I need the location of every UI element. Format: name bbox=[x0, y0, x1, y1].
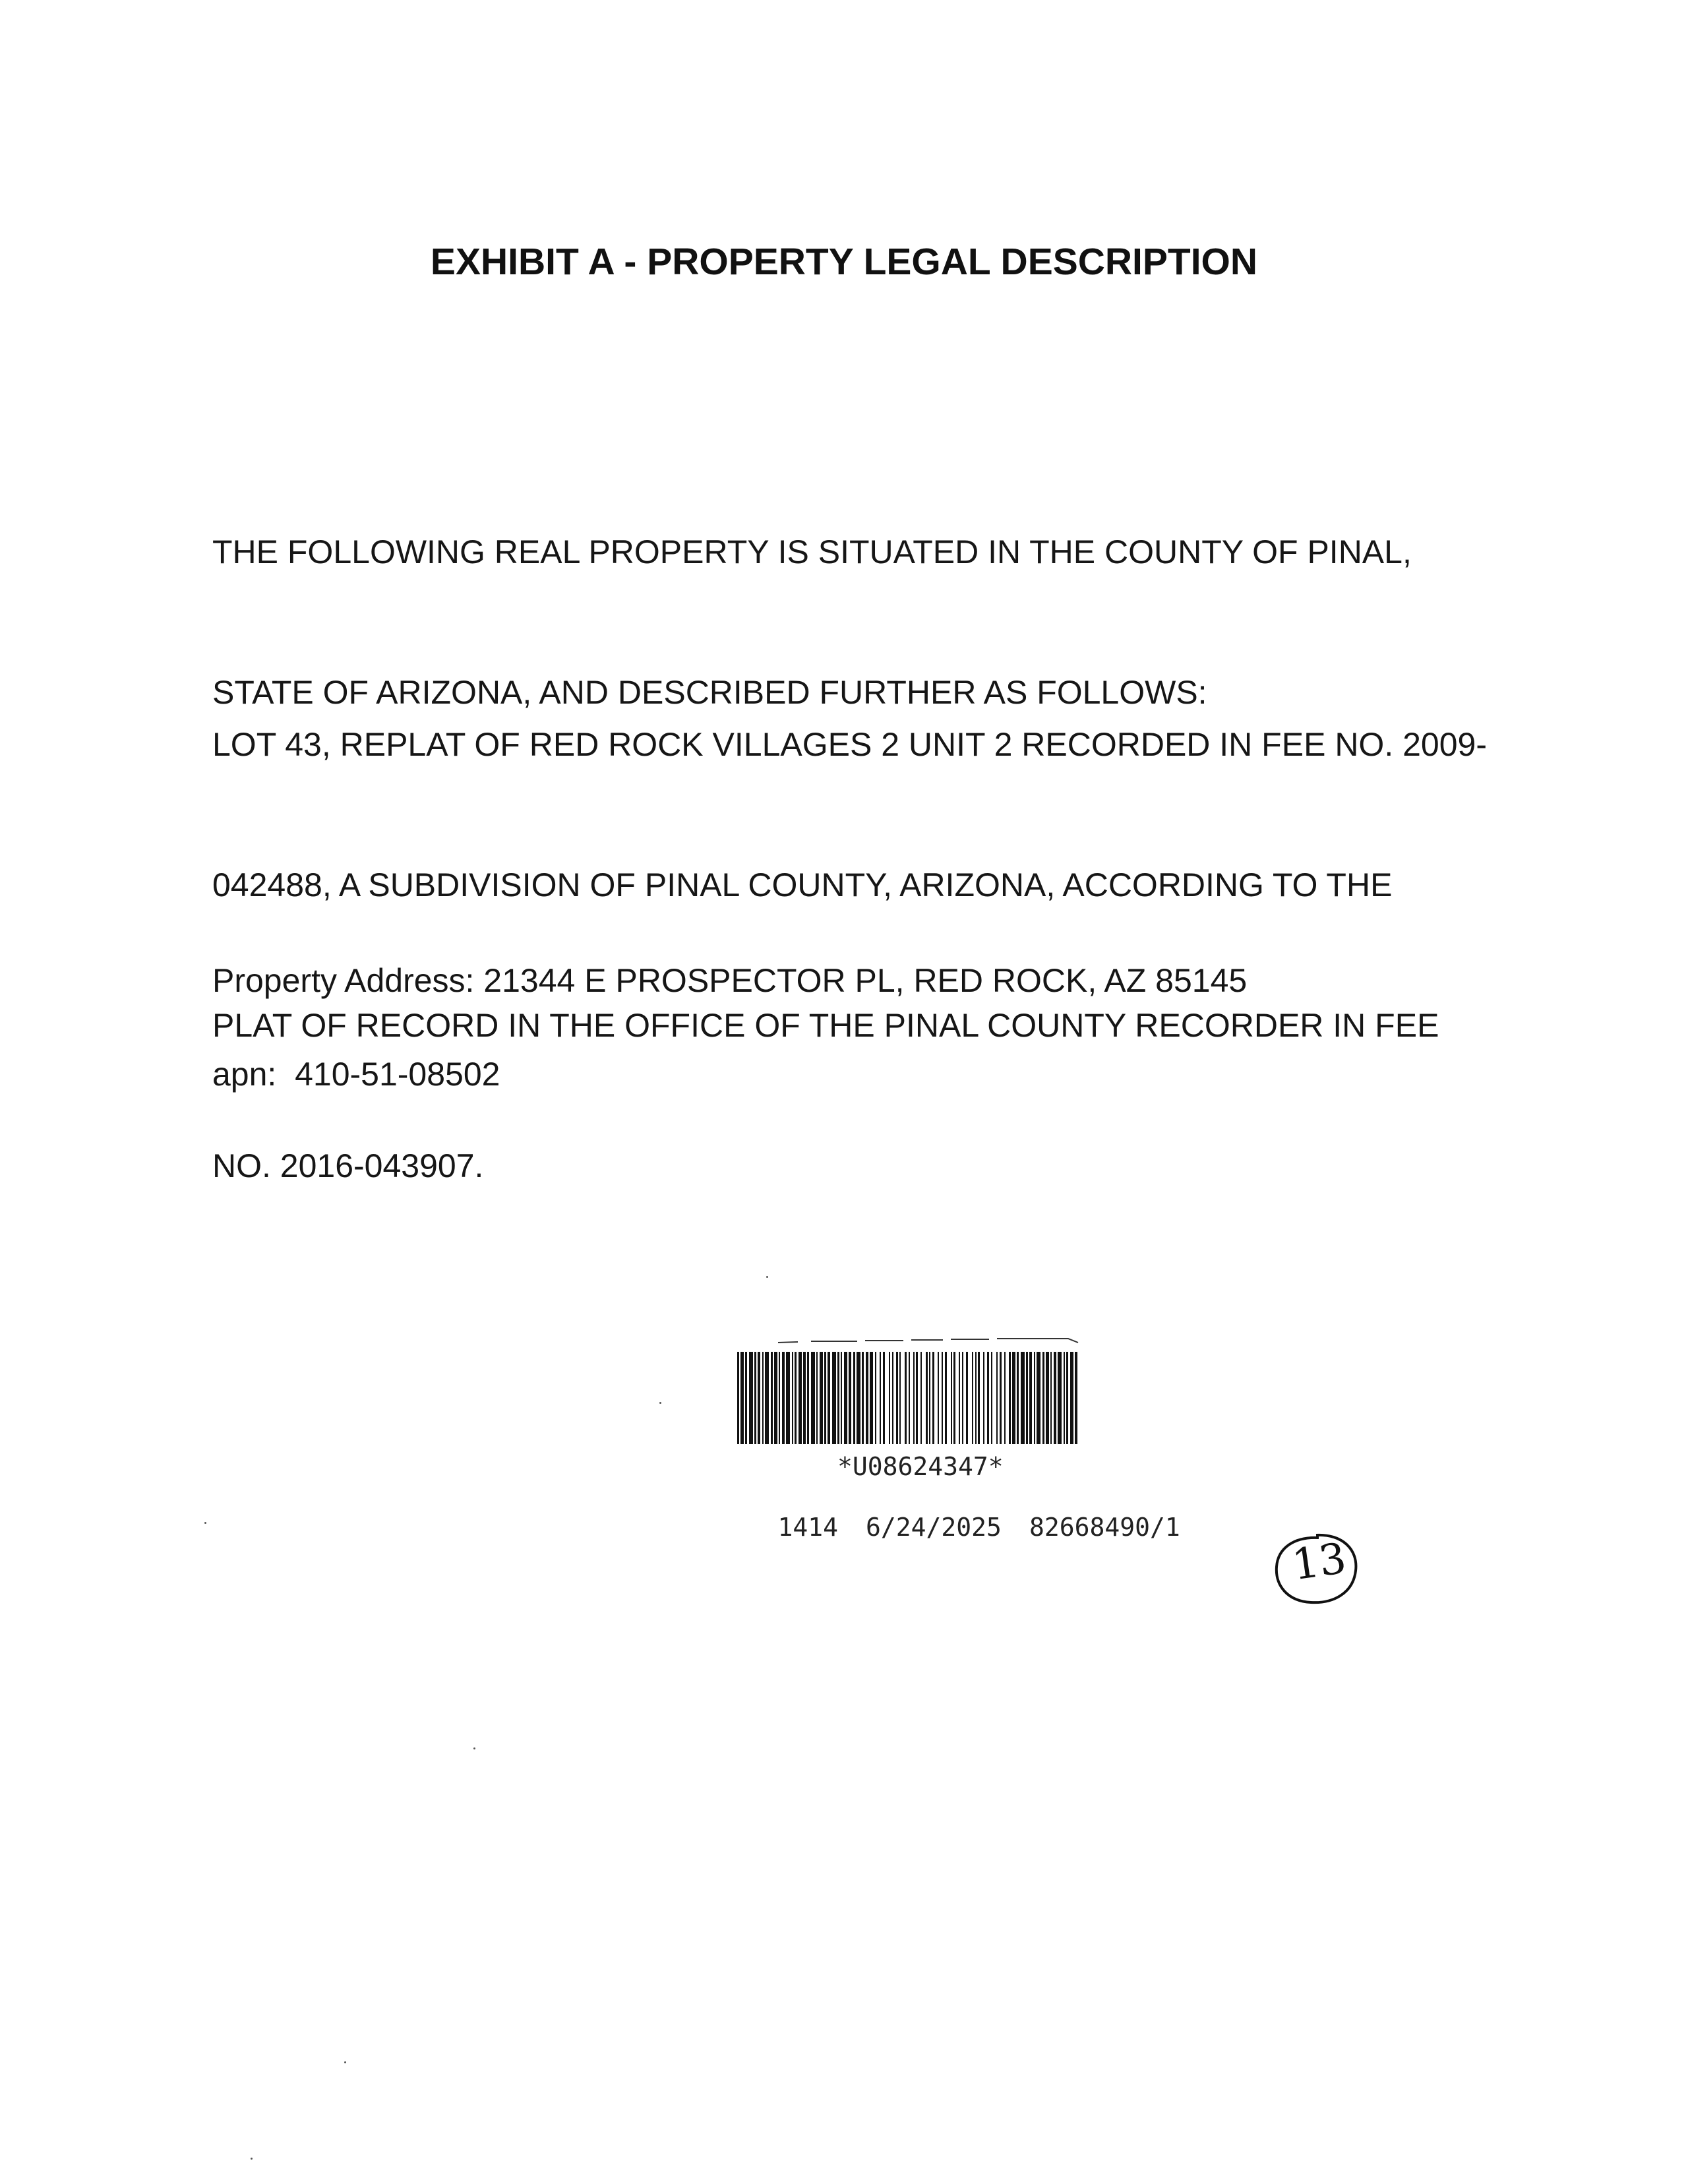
barcode-bar bbox=[1012, 1352, 1015, 1444]
barcode-bar bbox=[896, 1352, 898, 1444]
scan-speck bbox=[204, 1522, 206, 1524]
barcode-bar bbox=[799, 1352, 802, 1444]
legal-line: 042488, A SUBDIVISION OF PINAL COUNTY, ARIZONA, ACCORDING TO THE bbox=[212, 866, 1393, 903]
barcode-bar bbox=[1050, 1352, 1052, 1444]
barcode-bar bbox=[899, 1352, 901, 1444]
barcode-bar bbox=[811, 1352, 815, 1444]
barcode-bar bbox=[771, 1352, 773, 1444]
barcode-bar bbox=[883, 1352, 885, 1444]
barcode-bar bbox=[816, 1352, 818, 1444]
barcode-bar bbox=[762, 1352, 764, 1444]
barcode-bar bbox=[828, 1352, 830, 1444]
barcode-bar bbox=[792, 1352, 793, 1444]
scan-speck bbox=[659, 1402, 661, 1404]
barcode-bar bbox=[1064, 1352, 1065, 1444]
barcode-bar bbox=[1058, 1352, 1062, 1444]
barcode-bar bbox=[920, 1352, 922, 1444]
scan-speck bbox=[766, 1276, 768, 1278]
barcode-bar bbox=[745, 1352, 747, 1444]
barcode-bar bbox=[1066, 1352, 1068, 1444]
legal-line: LOT 43, REPLAT OF RED ROCK VILLAGES 2 UNIT 2 RECORDED IN FEE NO. 2009- bbox=[212, 726, 1487, 763]
barcode-bar bbox=[1026, 1352, 1028, 1444]
barcode-bar bbox=[945, 1352, 947, 1444]
barcode-bar bbox=[1042, 1352, 1044, 1444]
barcode-bar bbox=[844, 1352, 847, 1444]
barcode-bar bbox=[959, 1352, 960, 1444]
barcode-bar bbox=[765, 1352, 769, 1444]
barcode-bar bbox=[1029, 1352, 1032, 1444]
barcode-bar bbox=[1054, 1352, 1056, 1444]
barcode-bar bbox=[786, 1352, 790, 1444]
barcode-number: *U08624347* bbox=[837, 1452, 1004, 1481]
barcode-bar bbox=[929, 1352, 930, 1444]
barcode-bar bbox=[972, 1352, 973, 1444]
barcode-bar bbox=[975, 1352, 977, 1444]
scan-speck bbox=[344, 2061, 346, 2063]
barcode-bar bbox=[754, 1352, 756, 1444]
barcode-bar bbox=[996, 1352, 998, 1444]
barcode-bar bbox=[991, 1352, 992, 1444]
barcode-bar bbox=[1017, 1352, 1019, 1444]
barcode-bar bbox=[774, 1352, 777, 1444]
barcode-bar bbox=[862, 1352, 864, 1444]
apn-number: apn: 410-51-08502 bbox=[212, 1056, 500, 1093]
barcode-bar bbox=[803, 1352, 806, 1444]
barcode-bar bbox=[962, 1352, 963, 1444]
barcode-bar bbox=[953, 1352, 955, 1444]
scan-speck bbox=[251, 2158, 253, 2160]
barcode-bar bbox=[853, 1352, 855, 1444]
barcode-bar bbox=[938, 1352, 939, 1444]
barcode-bar bbox=[1075, 1352, 1077, 1444]
barcode-bar bbox=[749, 1352, 753, 1444]
barcode-bar bbox=[849, 1352, 851, 1444]
property-address: Property Address: 21344 E PROSPECTOR PL, RED ROCK, AZ 85145 bbox=[212, 962, 1248, 999]
legal-description-paragraph bbox=[212, 628, 1505, 1283]
barcode-bar bbox=[779, 1352, 780, 1444]
barcode-bar bbox=[983, 1352, 984, 1444]
barcode-bar bbox=[987, 1352, 989, 1444]
barcode-bar bbox=[880, 1352, 881, 1444]
handwritten-number: 13 bbox=[1289, 1534, 1350, 1591]
receipt-date: 6/24/2025 bbox=[866, 1513, 1002, 1542]
barcode-bar bbox=[913, 1352, 915, 1444]
barcode-bar bbox=[740, 1352, 744, 1444]
barcode-bar bbox=[966, 1352, 968, 1444]
barcode-bar bbox=[841, 1352, 842, 1444]
barcode-bar bbox=[1037, 1352, 1040, 1444]
barcode-bar bbox=[795, 1352, 797, 1444]
intro-line: STATE OF ARIZONA, AND DESCRIBED FURTHER AS FOLLOWS: bbox=[212, 674, 1207, 711]
receipt-line bbox=[717, 1484, 1180, 1571]
barcode-bar bbox=[758, 1352, 760, 1444]
barcode-bar bbox=[1000, 1352, 1002, 1444]
barcode-bar bbox=[1009, 1352, 1011, 1444]
receipt-number: 82668490/1 bbox=[1029, 1513, 1180, 1542]
barcode-bar bbox=[1021, 1352, 1025, 1444]
barcode-bar bbox=[875, 1352, 876, 1444]
barcode-bar bbox=[1004, 1352, 1006, 1444]
barcode-bar bbox=[870, 1352, 873, 1444]
barcode-bar bbox=[737, 1352, 739, 1444]
barcode-bar bbox=[866, 1352, 868, 1444]
barcode-bar bbox=[832, 1352, 836, 1444]
barcode-bar bbox=[857, 1352, 860, 1444]
barcode-bar bbox=[951, 1352, 952, 1444]
barcode-bar bbox=[926, 1352, 928, 1444]
barcode-bar bbox=[942, 1352, 943, 1444]
handwritten-page-number bbox=[1270, 1530, 1362, 1609]
barcode-graphic bbox=[725, 1325, 1160, 1457]
receipt-code: 1414 bbox=[777, 1513, 839, 1542]
barcode-bar bbox=[807, 1352, 809, 1444]
barcode-bar bbox=[1070, 1352, 1073, 1444]
barcode-bar bbox=[782, 1352, 785, 1444]
barcode-bar bbox=[820, 1352, 823, 1444]
legal-line: PLAT OF RECORD IN THE OFFICE OF THE PINAL COUNTY RECORDER IN FEE bbox=[212, 1007, 1439, 1044]
barcode-bar bbox=[1034, 1352, 1035, 1444]
barcode-bar bbox=[905, 1352, 907, 1444]
barcode-bar bbox=[837, 1352, 839, 1444]
legal-line: NO. 2016-043907. bbox=[212, 1147, 484, 1184]
barcode-bar bbox=[889, 1352, 890, 1444]
barcode-bar bbox=[824, 1352, 826, 1444]
barcode-bar bbox=[1046, 1352, 1049, 1444]
barcode-bar bbox=[932, 1352, 934, 1444]
barcode-bar bbox=[978, 1352, 980, 1444]
document-title: EXHIBIT A - PROPERTY LEGAL DESCRIPTION bbox=[430, 241, 1258, 283]
barcode-bar bbox=[909, 1352, 910, 1444]
intro-line: THE FOLLOWING REAL PROPERTY IS SITUATED IN THE COUNTY OF PINAL, bbox=[212, 533, 1412, 570]
scan-speck bbox=[473, 1747, 475, 1749]
barcode-bar bbox=[892, 1352, 893, 1444]
barcode-bar bbox=[916, 1352, 918, 1444]
